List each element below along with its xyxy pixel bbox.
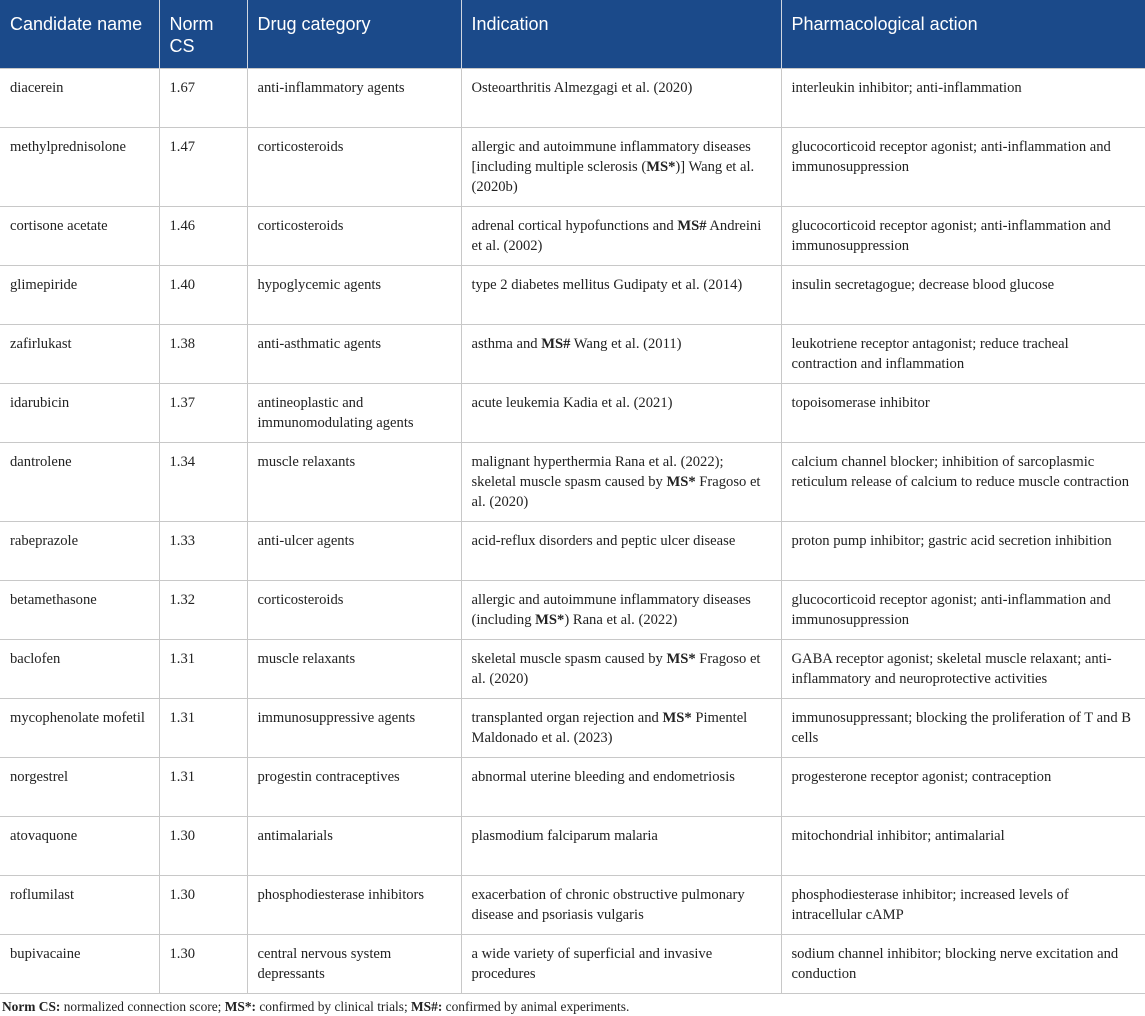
footnote-def-ms-star: confirmed by clinical trials; (255, 999, 412, 1014)
footnote-def-ms-hash: confirmed by animal experiments. (442, 999, 630, 1014)
cell-candidate-name: dantrolene (0, 443, 159, 522)
indication-text: )] Wang et al. (2020b) (471, 159, 755, 195)
cell-candidate-name: idarubicin (0, 384, 159, 443)
header-candidate-name: Candidate name (0, 0, 159, 69)
indication-text: adrenal cortical hypofunctions and (471, 218, 678, 234)
cell-drug-category: antineoplastic and immunomodulating agents (247, 384, 461, 443)
cell-norm-cs: 1.46 (159, 207, 247, 266)
table-row (0, 384, 1145, 443)
indication-text: exacerbation of chronic obstructive pulmonary disease and psoriasis vulgaris (471, 887, 745, 923)
cell-norm-cs: 1.30 (159, 817, 247, 876)
header-pharmacological-action: Pharmacological action (781, 0, 1145, 69)
cell-drug-category: antimalarials (247, 817, 461, 876)
indication-text: Fragoso et al. (2020) (471, 651, 761, 687)
cell-indication (461, 876, 781, 935)
cell-pharmacological-action: glucocorticoid receptor agonist; anti-inflammation and immunosuppression (781, 128, 1145, 207)
cell-pharmacological-action: insulin secretagogue; decrease blood glucose (781, 266, 1145, 325)
indication-text: Wang et al. (2011) (570, 336, 682, 352)
table-row (0, 876, 1145, 935)
header-row (0, 0, 1145, 69)
cell-norm-cs: 1.31 (159, 640, 247, 699)
cell-indication (461, 207, 781, 266)
cell-drug-category: hypoglycemic agents (247, 266, 461, 325)
cell-pharmacological-action: glucocorticoid receptor agonist; anti-inflammation and immunosuppression (781, 207, 1145, 266)
table-row (0, 443, 1145, 522)
table-row (0, 69, 1145, 128)
cell-pharmacological-action: mitochondrial inhibitor; antimalarial (781, 817, 1145, 876)
cell-candidate-name: betamethasone (0, 581, 159, 640)
cell-drug-category: immunosuppressive agents (247, 699, 461, 758)
cell-pharmacological-action: phosphodiesterase inhibitor; increased levels of intracellular cAMP (781, 876, 1145, 935)
cell-norm-cs: 1.31 (159, 699, 247, 758)
cell-norm-cs: 1.40 (159, 266, 247, 325)
cell-indication (461, 128, 781, 207)
table-footnote (0, 994, 1145, 1016)
indication-text: acute leukemia Kadia et al. (2021) (471, 395, 673, 411)
indication-text: type 2 diabetes mellitus Gudipaty et al. (2014) (471, 277, 743, 293)
cell-pharmacological-action: progesterone receptor agonist; contraception (781, 758, 1145, 817)
ms-marker: MS# (677, 218, 707, 234)
ms-marker: MS* (666, 651, 696, 667)
cell-indication (461, 384, 781, 443)
cell-drug-category: corticosteroids (247, 207, 461, 266)
cell-candidate-name: baclofen (0, 640, 159, 699)
cell-indication (461, 522, 781, 581)
table-row (0, 325, 1145, 384)
cell-indication (461, 266, 781, 325)
cell-norm-cs: 1.33 (159, 522, 247, 581)
cell-candidate-name: rabeprazole (0, 522, 159, 581)
indication-text: acid-reflux disorders and peptic ulcer disease (471, 533, 736, 549)
cell-pharmacological-action: topoisomerase inhibitor (781, 384, 1145, 443)
cell-pharmacological-action: proton pump inhibitor; gastric acid secretion inhibition (781, 522, 1145, 581)
indication-text: Pimentel Maldonado et al. (2023) (471, 710, 748, 746)
cell-indication (461, 817, 781, 876)
ms-marker: MS* (535, 612, 565, 628)
table-row (0, 581, 1145, 640)
cell-pharmacological-action: calcium channel blocker; inhibition of sarcoplasmic reticulum release of calcium to reduce muscle contraction (781, 443, 1145, 522)
cell-drug-category: muscle relaxants (247, 640, 461, 699)
cell-norm-cs: 1.32 (159, 581, 247, 640)
ms-marker: MS* (662, 710, 692, 726)
cell-indication (461, 325, 781, 384)
cell-indication (461, 935, 781, 994)
cell-indication (461, 69, 781, 128)
cell-norm-cs: 1.37 (159, 384, 247, 443)
cell-candidate-name: cortisone acetate (0, 207, 159, 266)
indication-text: ) Rana et al. (2022) (564, 612, 678, 628)
table-row (0, 266, 1145, 325)
cell-norm-cs: 1.47 (159, 128, 247, 207)
indication-text: a wide variety of superficial and invasive procedures (471, 946, 713, 982)
footnote-term-ms-star: MS*: (224, 999, 256, 1014)
cell-drug-category: anti-asthmatic agents (247, 325, 461, 384)
table-body (0, 69, 1145, 994)
cell-pharmacological-action: GABA receptor agonist; skeletal muscle relaxant; anti-inflammatory and neuroprotective activities (781, 640, 1145, 699)
indication-text: asthma and (471, 336, 542, 352)
indication-text: allergic and autoimmune inflammatory diseases [including multiple sclerosis ( (471, 139, 751, 175)
footnote-term-ms-hash: MS#: (411, 999, 443, 1014)
indication-text: transplanted organ rejection and (471, 710, 663, 726)
cell-candidate-name: methylprednisolone (0, 128, 159, 207)
cell-candidate-name: diacerein (0, 69, 159, 128)
table-row (0, 522, 1145, 581)
cell-candidate-name: zafirlukast (0, 325, 159, 384)
cell-pharmacological-action: leukotriene receptor antagonist; reduce tracheal contraction and inflammation (781, 325, 1145, 384)
cell-drug-category: corticosteroids (247, 581, 461, 640)
cell-pharmacological-action: glucocorticoid receptor agonist; anti-inflammation and immunosuppression (781, 581, 1145, 640)
cell-pharmacological-action: immunosuppressant; blocking the proliferation of T and B cells (781, 699, 1145, 758)
cell-norm-cs: 1.38 (159, 325, 247, 384)
table-row (0, 128, 1145, 207)
cell-candidate-name: mycophenolate mofetil (0, 699, 159, 758)
header-indication: Indication (461, 0, 781, 69)
indication-text: Andreini et al. (2002) (471, 218, 762, 254)
header-drug-category: Drug category (247, 0, 461, 69)
ms-marker: MS# (541, 336, 571, 352)
cell-indication (461, 581, 781, 640)
cell-drug-category: anti-inflammatory agents (247, 69, 461, 128)
cell-norm-cs: 1.30 (159, 935, 247, 994)
table-row (0, 935, 1145, 994)
cell-candidate-name: glimepiride (0, 266, 159, 325)
cell-pharmacological-action: sodium channel inhibitor; blocking nerve excitation and conduction (781, 935, 1145, 994)
cell-candidate-name: norgestrel (0, 758, 159, 817)
cell-norm-cs: 1.67 (159, 69, 247, 128)
indication-text: Osteoarthritis Almezgagi et al. (2020) (471, 80, 693, 96)
indication-text: skeletal muscle spasm caused by (471, 651, 667, 667)
cell-indication (461, 699, 781, 758)
cell-norm-cs: 1.34 (159, 443, 247, 522)
cell-drug-category: progestin contraceptives (247, 758, 461, 817)
table-row (0, 640, 1145, 699)
footnote-def-normcs: normalized connection score; (60, 999, 225, 1014)
cell-indication (461, 758, 781, 817)
cell-candidate-name: atovaquone (0, 817, 159, 876)
cell-indication (461, 640, 781, 699)
table-row (0, 758, 1145, 817)
indication-text: malignant hyperthermia Rana et al. (2022); skeletal muscle spasm caused by (471, 454, 724, 490)
cell-drug-category: muscle relaxants (247, 443, 461, 522)
header-norm-cs: Norm CS (159, 0, 247, 69)
indication-text: Fragoso et al. (2020) (471, 474, 761, 510)
cell-norm-cs: 1.30 (159, 876, 247, 935)
table-row (0, 207, 1145, 266)
table-row (0, 817, 1145, 876)
cell-pharmacological-action: interleukin inhibitor; anti-inflammation (781, 69, 1145, 128)
indication-text: abnormal uterine bleeding and endometriosis (471, 769, 735, 785)
footnote-term-normcs: Norm CS: (2, 999, 61, 1014)
table-row (0, 699, 1145, 758)
cell-norm-cs: 1.31 (159, 758, 247, 817)
cell-drug-category: phosphodiesterase inhibitors (247, 876, 461, 935)
cell-drug-category: central nervous system depressants (247, 935, 461, 994)
indication-text: plasmodium falciparum malaria (471, 828, 658, 844)
cell-drug-category: anti-ulcer agents (247, 522, 461, 581)
indication-text: allergic and autoimmune inflammatory diseases (including (471, 592, 751, 628)
cell-candidate-name: bupivacaine (0, 935, 159, 994)
ms-marker: MS* (646, 159, 676, 175)
ms-marker: MS* (666, 474, 696, 490)
cell-indication (461, 443, 781, 522)
cell-candidate-name: roflumilast (0, 876, 159, 935)
cell-drug-category: corticosteroids (247, 128, 461, 207)
